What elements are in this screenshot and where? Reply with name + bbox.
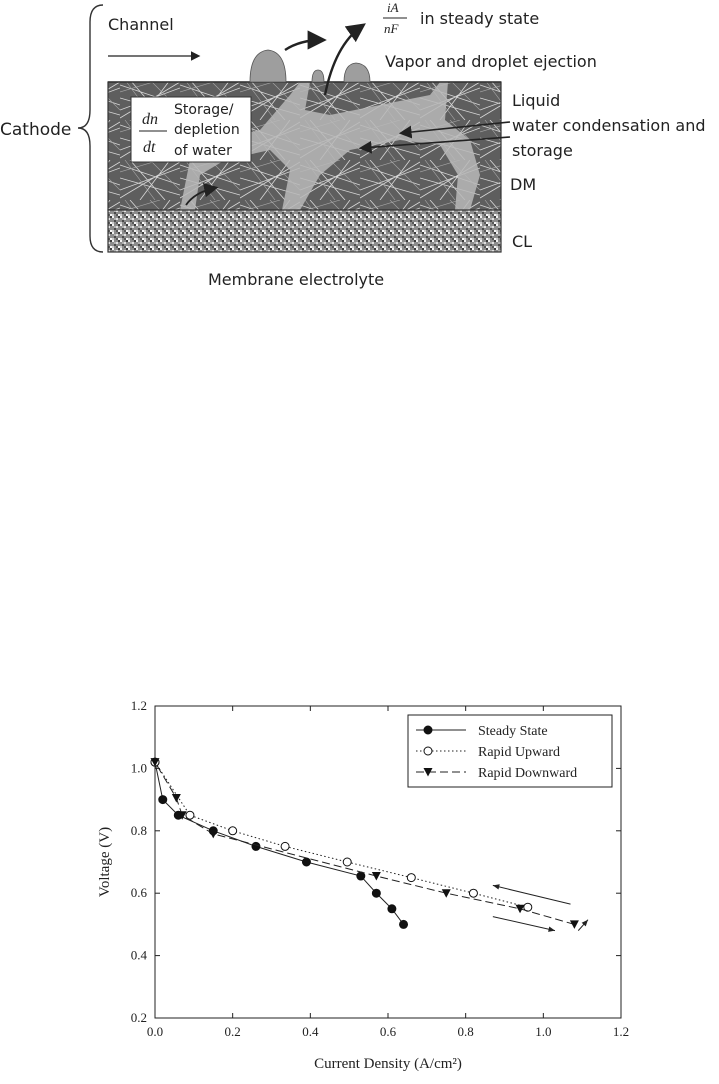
y-tick-label: 0.4 [130, 947, 147, 963]
legend-label: Steady State [478, 724, 548, 739]
storage-line-1: Storage/ [174, 102, 234, 118]
steady-state-label: in steady state [420, 9, 540, 28]
x-tick-label: 0.4 [302, 1024, 319, 1039]
legend-label: Rapid Upward [478, 745, 561, 760]
flux-numerator: iA [387, 0, 399, 15]
downward-sweep-arrow-head [493, 884, 500, 889]
liquid-line-2: water condensation and [512, 116, 706, 135]
droplet-large [250, 50, 286, 82]
series-line [155, 762, 404, 924]
data-point [407, 874, 415, 882]
storage-line-3: of water [174, 143, 232, 159]
data-point [281, 842, 289, 850]
data-point [442, 889, 451, 898]
legend-marker [424, 726, 432, 734]
data-point [570, 920, 579, 929]
y-axis-label: Voltage (V) [97, 826, 113, 898]
series-0 [151, 758, 408, 928]
polarization-chart [0, 690, 719, 1084]
dm-label: DM [510, 175, 537, 194]
x-tick-label: 1.2 [612, 1024, 630, 1039]
upward-sweep-arrow [493, 917, 555, 931]
cathode-label: Cathode [0, 120, 72, 140]
legend-label: Rapid Downward [478, 766, 578, 781]
data-point [172, 794, 181, 803]
y-tick-label: 0.2 [130, 1010, 147, 1025]
catalyst-layer [108, 210, 501, 252]
data-point [343, 858, 351, 866]
data-point [302, 858, 310, 866]
downward-sweep-arrow [493, 885, 571, 904]
x-tick-label: 0.8 [457, 1024, 474, 1039]
x-tick-label: 1.0 [535, 1024, 552, 1039]
data-point [252, 842, 260, 850]
legend-marker [424, 747, 432, 755]
upward-sweep-arrow-head [548, 927, 555, 932]
channel-label: Channel [108, 15, 174, 34]
cathode-brace [78, 5, 103, 252]
x-axis-label: Current Density (A/cm²) [314, 1056, 462, 1072]
data-point [159, 796, 167, 804]
y-tick-label: 1.2 [130, 698, 147, 713]
x-tick-label: 0.2 [224, 1024, 241, 1039]
y-tick-label: 0.6 [130, 885, 147, 901]
storage-denominator: dt [143, 139, 156, 156]
data-point [229, 827, 237, 835]
data-point [400, 920, 408, 928]
flux-denominator: nF [384, 21, 399, 36]
x-tick-label: 0.6 [379, 1024, 397, 1039]
storage-numerator: dn [142, 111, 158, 128]
chart-legend [408, 715, 612, 787]
ejection-arrow-1 [285, 40, 322, 50]
data-point [469, 889, 477, 897]
liquid-line-1: Liquid [512, 91, 561, 110]
data-point [372, 889, 380, 897]
cl-label: CL [512, 232, 533, 251]
liquid-line-3: storage [512, 141, 573, 160]
storage-line-2: depletion [174, 122, 240, 138]
cathode-water-diagram [0, 0, 719, 300]
data-point [516, 905, 525, 914]
y-tick-label: 1.0 [130, 760, 147, 776]
droplet-small [312, 70, 324, 82]
y-tick-label: 0.8 [130, 822, 147, 838]
x-tick-label: 0.0 [146, 1024, 164, 1039]
droplet-medium [344, 63, 370, 82]
data-point [388, 905, 396, 913]
data-point [372, 872, 381, 881]
membrane-label: Membrane electrolyte [208, 270, 385, 289]
data-point [209, 830, 218, 839]
ejection-label: Vapor and droplet ejection [385, 52, 597, 71]
